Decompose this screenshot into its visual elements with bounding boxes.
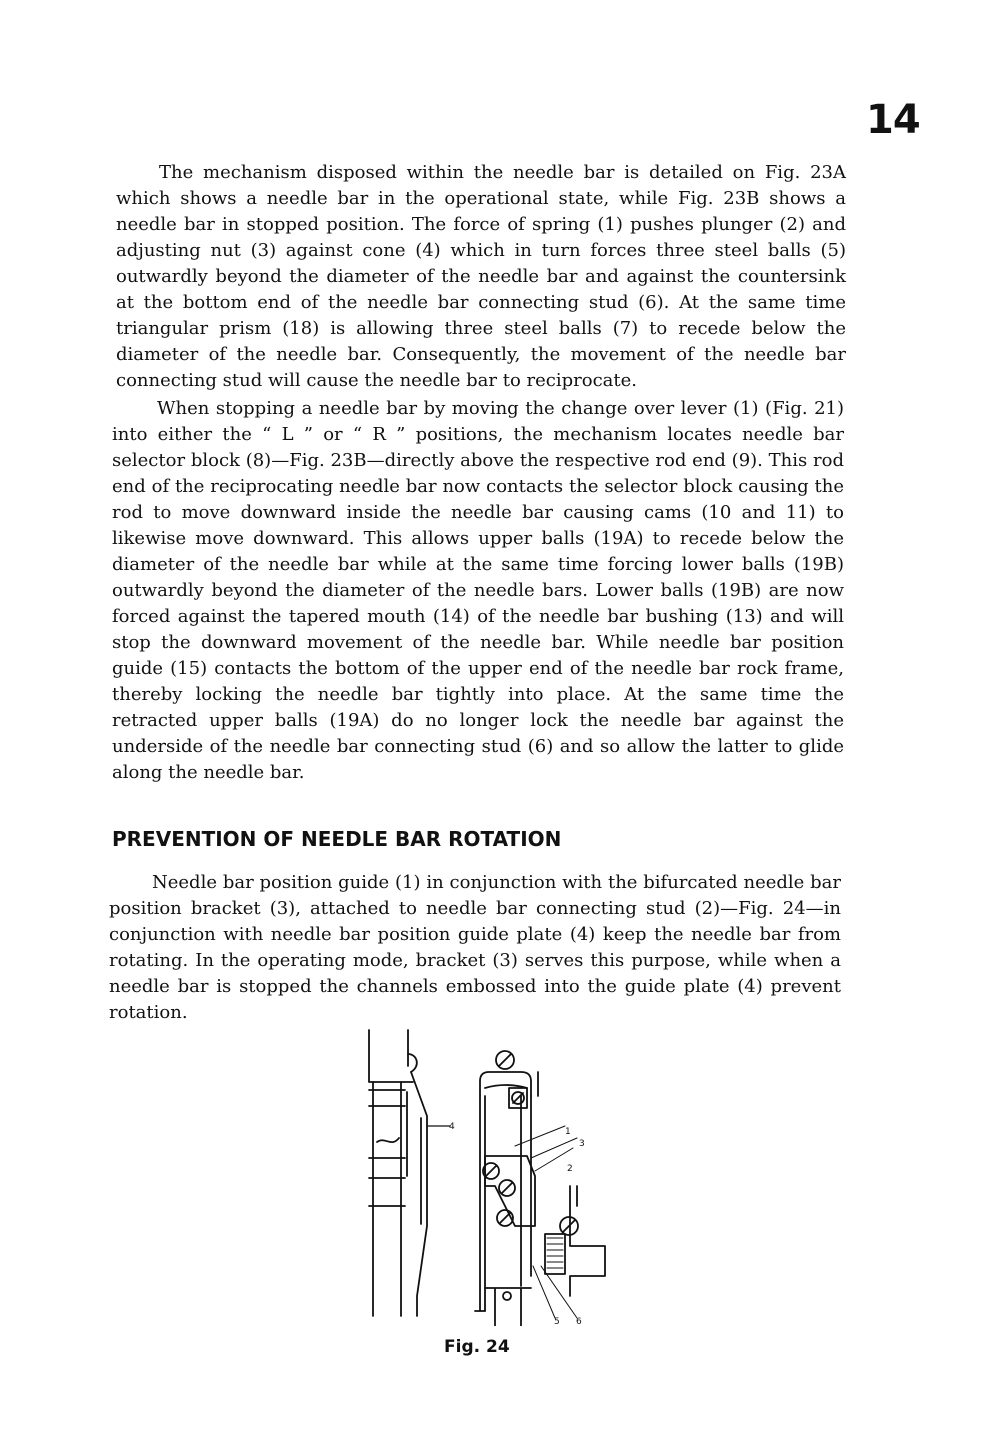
callout-1: 1 <box>565 1127 571 1137</box>
callout-6: 6 <box>576 1317 582 1326</box>
figure-caption: Fig. 24 <box>444 1337 510 1357</box>
paragraph-rotation: Needle bar position guide (1) in conjunction with the bifurcated needle bar position bracket (3), attached to needle bar connecting stud (2)—Fig. 24—in conjunction with needle bar position guide plate (4) keep the needle bar from rotating. In the operating mode, bracket (3) serves this purpose, while when a needle bar is stopped the channels embossed into the guide plate (4) prevent rotation. <box>109 872 841 1023</box>
callout-3: 3 <box>579 1139 585 1149</box>
callout-4: 4 <box>449 1122 455 1132</box>
figure-24-drawing <box>355 1026 615 1326</box>
section-heading: PREVENTION OF NEEDLE BAR ROTATION <box>112 827 562 851</box>
paragraph-stopping: When stopping a needle bar by moving the change over lever (1) (Fig. 21) into either the “ L ” or “ R ” positions, the mechanism locates needle bar selector block (8)—Fig. 23B—directly above the respective rod end (9). This rod end of the reciprocating needle bar now contacts the selector block causing the rod to move downward inside the needle bar causing cams (10 and 11) to likewise move downward. This allows upper balls (19A) to recede below the diameter of the needle bar while at the same time forcing lower balls (19B) outwardly beyond the diameter of the needle bars. Lower balls (19B) are now forced against the tapered mouth (14) of the needle bar bushing (13) and will stop the downward movement of the needle bar. While needle bar position guide (15) contacts the bottom of the upper end of the needle bar rock frame, thereby locking the needle bar tightly into place. At the same time the retracted upper balls (19A) do no longer lock the needle bar against the underside of the needle bar connecting stud (6) and so allow the latter to glide along the needle bar. <box>112 398 844 783</box>
callout-5: 5 <box>554 1317 560 1326</box>
needle-bar-illustration <box>355 1026 615 1326</box>
page-number: 14 <box>866 97 920 143</box>
paragraph-mechanism: The mechanism disposed within the needle bar is detailed on Fig. 23A which shows a needle bar in the operational state, while Fig. 23B shows a needle bar in stopped position. The force of spring (1) pushes plunger (2) and adjusting nut (3) against cone (4) which in turn forces three steel balls (5) outwardly beyond the diameter of the needle bar and against the countersink at the bottom end of the needle bar connecting stud (6). At the same time triangular prism (18) is allowing three steel balls (7) to recede below the diameter of the needle bar. Consequently, the movement of the needle bar connecting stud will cause the needle bar to reciprocate. <box>116 162 846 391</box>
callout-2: 2 <box>567 1164 573 1174</box>
